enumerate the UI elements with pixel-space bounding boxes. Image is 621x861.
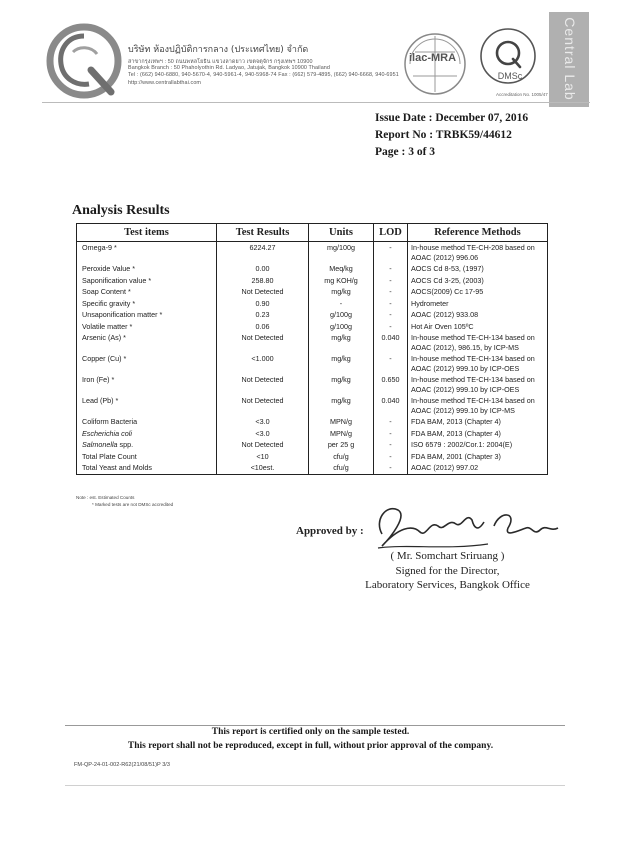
header-divider: [42, 102, 590, 103]
test-result-cell: 6224.27: [217, 242, 309, 264]
unit-cell: -: [309, 298, 374, 310]
unit-cell: g/100g: [309, 321, 374, 333]
reference-method-line: In-house method TE-CH-134 based on: [411, 375, 535, 384]
page-number-line: [375, 146, 435, 158]
lod-cell: -: [374, 286, 408, 298]
report-number-line: [375, 129, 512, 141]
lod-cell: -: [374, 462, 408, 474]
issue-date-line: [375, 112, 528, 124]
column-header-test-items: Test items: [77, 224, 217, 242]
test-result-cell: Not Detected: [217, 439, 309, 451]
reproduction-statement: This report shall not be reproduced, except in full, without prior approval of the company.: [127, 741, 494, 751]
table-row: [77, 321, 548, 333]
table-row: [77, 374, 548, 395]
unit-cell: cfu/g: [309, 462, 374, 474]
test-item-cell: Total Yeast and Molds: [77, 462, 217, 474]
unit-cell: g/100g: [309, 309, 374, 321]
note-estimated-counts: Note : est. Estimated Counts: [76, 495, 135, 500]
table-row: [77, 462, 548, 474]
reference-method-line: AOAC (2012), 986.15, by ICP-MS: [411, 342, 519, 352]
test-item-cell: Salmonella spp.: [77, 439, 217, 451]
reference-method-cell: [408, 332, 548, 353]
test-item-cell: Unsaponification matter *: [77, 309, 217, 321]
unit-cell: per 25 g: [309, 439, 374, 451]
lod-cell: -: [374, 275, 408, 287]
test-item-cell: Lead (Pb) *: [77, 395, 217, 416]
unit-cell: MPN/g: [309, 428, 374, 440]
page-value: 3 of 3: [408, 146, 436, 158]
reference-method-line: AOCS(2009) Cc 17-95: [411, 287, 484, 296]
side-tab-label: Central Lab: [562, 17, 578, 101]
signatory-block: [360, 549, 535, 593]
issue-date-label: Issue Date :: [375, 112, 433, 124]
reference-method-line: In-house method TE-CH-208 based on: [411, 243, 535, 252]
reference-method-cell: [408, 242, 548, 264]
reference-method-line: AOAC (2012) 996.06: [411, 252, 479, 262]
test-result-cell: Not Detected: [217, 374, 309, 395]
lod-cell: 0.650: [374, 374, 408, 395]
reference-method-line: ISO 6579 : 2002/Cor.1: 2004(E): [411, 440, 513, 449]
unit-cell: mg/kg: [309, 353, 374, 374]
lod-cell: -: [374, 439, 408, 451]
dmsc-seal-icon: [476, 24, 540, 96]
unit-cell: cfu/g: [309, 451, 374, 463]
unit-cell: mg/100g: [309, 242, 374, 264]
signer-title: Signed for the Director,: [395, 564, 500, 577]
table-row: [77, 332, 548, 353]
company-name-thai: บริษัท ห้องปฏิบัติการกลาง (ประเทศไทย) จำกัด: [128, 45, 309, 55]
lod-cell: -: [374, 321, 408, 333]
test-result-cell: Not Detected: [217, 286, 309, 298]
test-result-cell: <10: [217, 451, 309, 463]
reference-method-line: Hydrometer: [411, 298, 449, 308]
test-result-cell: 0.00: [217, 263, 309, 275]
table-row: [77, 286, 548, 298]
reference-method-line: AOAC (2012) 999.10 by ICP-MS: [411, 405, 515, 415]
lod-cell: -: [374, 353, 408, 374]
test-item-cell: Volatile matter *: [77, 321, 217, 333]
analysis-results-table: [76, 223, 548, 475]
test-result-cell: Not Detected: [217, 332, 309, 353]
accreditation-number: Accreditation No. 1005/47: [496, 92, 548, 97]
test-result-cell: <3.0: [217, 428, 309, 440]
bottom-rule: [65, 785, 565, 786]
reference-method-line: Hot Air Oven 105ºC: [411, 321, 474, 331]
unit-cell: mg/kg: [309, 286, 374, 298]
lod-cell: -: [374, 451, 408, 463]
reference-method-cell: [408, 428, 548, 440]
lod-cell: 0.040: [374, 395, 408, 416]
unit-cell: mg KOH/g: [309, 275, 374, 287]
test-item-cell: Specific gravity *: [77, 298, 217, 310]
reference-method-cell: [408, 416, 548, 428]
note-non-accredited: * Marked tests are not DMSc accredited: [92, 502, 174, 507]
reference-method-cell: [408, 286, 548, 298]
address-line-english: Bangkok Branch : 50 Phaholyothin Rd. Ladyao, Jatujak, Bangkok 10900 Thailand: [128, 65, 330, 71]
approved-by-label: Approved by :: [296, 525, 364, 537]
footer-divider: [65, 725, 565, 726]
unit-cell: mg/kg: [309, 374, 374, 395]
test-result-cell: <3.0: [217, 416, 309, 428]
reference-method-cell: [408, 395, 548, 416]
test-item-cell: Total Plate Count: [77, 451, 217, 463]
test-item-cell: Copper (Cu) *: [77, 353, 217, 374]
table-row: [77, 451, 548, 463]
table-row: [77, 439, 548, 451]
test-result-cell: 0.23: [217, 309, 309, 321]
lod-cell: -: [374, 298, 408, 310]
reference-method-cell: [408, 451, 548, 463]
signer-office: Laboratory Services, Bangkok Office: [365, 579, 530, 591]
certification-statement: This report is certified only on the sample tested.: [211, 727, 410, 737]
issue-date-value: December 07, 2016: [435, 112, 529, 124]
reference-method-line: In-house method TE-CH-134 based on: [411, 396, 535, 405]
results-body: [77, 242, 548, 475]
table-row: [77, 416, 548, 428]
reference-method-line: FDA BAM, 2001 (Chapter 3): [411, 451, 501, 461]
form-code: FM-QP-24-01-002-R62(21/08/51)P 3/3: [74, 762, 170, 768]
reference-method-cell: [408, 374, 548, 395]
reference-method-cell: [408, 353, 548, 374]
test-item-cell: Peroxide Value *: [77, 263, 217, 275]
column-header-reference-methods: Reference Methods: [408, 224, 548, 242]
report-number-value: TRBK59/44612: [435, 129, 512, 141]
ilac-mra-label: ilac-MRA: [409, 52, 457, 64]
reference-method-line: FDA BAM, 2013 (Chapter 4): [411, 428, 501, 438]
contact-line: Tel : (662) 940-6880, 940-5670-4, 940-5961-4, 940-5968-74 Fax : (662) 579-4895, (662) 940-6668, 940-6951: [128, 72, 399, 78]
unit-cell: mg/kg: [309, 395, 374, 416]
reference-method-cell: [408, 275, 548, 287]
central-lab-side-tab: [549, 12, 589, 107]
lod-cell: -: [374, 428, 408, 440]
lod-cell: 0.040: [374, 332, 408, 353]
column-header-test-results: Test Results: [217, 224, 309, 242]
unit-cell: Meq/kg: [309, 263, 374, 275]
website-line: http://www.centrallabthai.com: [128, 80, 202, 86]
test-item-cell: Omega-9 *: [77, 242, 217, 264]
genus-name: Salmonella: [82, 440, 118, 449]
reference-method-line: AOAC (2012) 997.02: [411, 463, 479, 472]
reference-method-line: In-house method TE-CH-134 based on: [411, 333, 535, 342]
reference-method-line: AOCS Cd 8-53, (1997): [411, 264, 484, 273]
table-row: [77, 263, 548, 275]
test-item-cell: Soap Content *: [77, 286, 217, 298]
table-row: [77, 428, 548, 440]
column-header-units: Units: [309, 224, 374, 242]
test-item-cell: Escherichia coli: [77, 428, 217, 440]
reference-method-cell: [408, 298, 548, 310]
table-row: [77, 298, 548, 310]
reference-method-cell: [408, 263, 548, 275]
test-item-cell: Coliform Bacteria: [77, 416, 217, 428]
table-row: [77, 242, 548, 264]
test-result-cell: 0.06: [217, 321, 309, 333]
report-number-label: Report No :: [375, 129, 434, 141]
table-row: [77, 395, 548, 416]
test-result-cell: <10est.: [217, 462, 309, 474]
reference-method-cell: [408, 439, 548, 451]
reference-method-line: AOAC (2012) 999.10 by ICP-OES: [411, 363, 520, 373]
reference-method-cell: [408, 321, 548, 333]
unit-cell: MPN/g: [309, 416, 374, 428]
reference-method-cell: [408, 309, 548, 321]
central-lab-logo: [45, 22, 123, 100]
test-result-cell: <1.000: [217, 353, 309, 374]
test-result-cell: 258.80: [217, 275, 309, 287]
page-label: Page :: [375, 146, 406, 158]
analysis-results-title: Analysis Results: [72, 203, 170, 218]
test-item-cell: Iron (Fe) *: [77, 374, 217, 395]
table-header-row: [77, 224, 548, 242]
reference-method-line: AOCS Cd 3-25, (2003): [411, 275, 484, 285]
column-header-lod: LOD: [374, 224, 408, 242]
reference-method-cell: [408, 462, 548, 474]
test-item-cell: Saponification value *: [77, 275, 217, 287]
test-result-cell: Not Detected: [217, 395, 309, 416]
reference-method-line: FDA BAM, 2013 (Chapter 4): [411, 417, 501, 426]
table-row: [77, 309, 548, 321]
lod-cell: -: [374, 242, 408, 264]
dmsc-label: DMSc: [497, 71, 523, 81]
reference-method-line: AOAC (2012) 933.08: [411, 310, 479, 319]
reference-method-line: In-house method TE-CH-134 based on: [411, 354, 535, 363]
unit-cell: mg/kg: [309, 332, 374, 353]
lod-cell: -: [374, 416, 408, 428]
test-item-cell: Arsenic (As) *: [77, 332, 217, 353]
reference-method-line: AOAC (2012) 999.10 by ICP-OES: [411, 384, 520, 394]
test-result-cell: 0.90: [217, 298, 309, 310]
signer-name: ( Mr. Somchart Sriruang ): [390, 550, 505, 562]
table-row: [77, 353, 548, 374]
ilac-mra-logo-icon: [400, 30, 470, 98]
address-line-thai: สาขากรุงเทพฯ : 50 ถนนพหลโยธิน แขวงลาดยาว เขตจตุจักร กรุงเทพฯ 10900: [128, 59, 313, 65]
lod-cell: -: [374, 263, 408, 275]
table-row: [77, 275, 548, 287]
lod-cell: -: [374, 309, 408, 321]
